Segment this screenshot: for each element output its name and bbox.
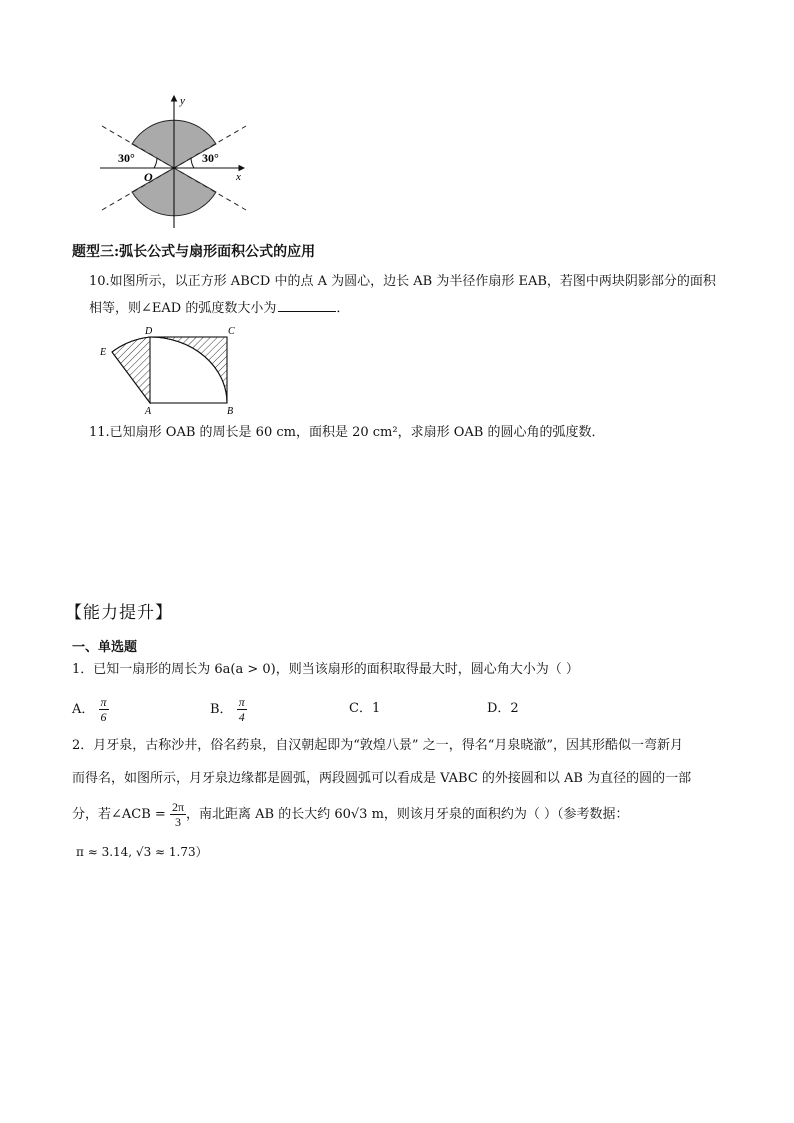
section3-title: 题型三:弧长公式与扇形面积公式的应用 [72,244,316,260]
label-E: E [100,347,107,358]
angle-left-label: 30° [118,151,135,165]
q10-line2-text: 相等，则∠EAD 的弧度数大小为 [89,301,277,316]
option-b-fraction: $\frac{\pi}{4}$ [238,695,245,724]
y-axis-label: y [180,95,185,107]
label-D: D [145,326,153,337]
mc2-line1: 2．月牙泉，古称沙井，俗名药泉，自汉朝起即为“敦煌八景” 之一，得名“月泉晓澈”，因其形酷似一弯新月 [72,738,683,753]
q11-text: 11.已知扇形 OAB 的周长是 60 cm，面积是 20 cm²，求扇形 OAB 的圆心角的弧度数． [89,425,605,440]
label-B: B [227,406,234,416]
sector-axes-figure [98,92,250,230]
mc2-line2: 而得名，如图所示，月牙泉边缘都是圆弧，两段圆弧可以看成是 VABC 的外接圆和以 AB 为直径的圆的一部 [72,771,692,786]
left-hatched-region [112,337,150,403]
angle-right-label: 30° [202,151,219,165]
mc1-option-c: C．1 [349,701,381,716]
origin-label: O [144,170,153,184]
right-hatched-region [150,337,227,403]
mc1-stem: 1．已知一扇形的周长为 6a(a > 0)，则当该扇形的面积取得最大时，圆心角大小为（ ） [72,662,579,677]
answer-blank[interactable] [278,299,336,312]
mc2-line3: 分，若∠ACB = $\frac{2\pi}{3}$ ，南北距离 AB 的长大约 60√3 m，则该月牙泉的面积约为（ ）（参考数据： [72,800,629,829]
mc1-option-a: A． $\frac{\pi}{6}$ [72,695,107,724]
ability-section-title: 【能力提升】 [65,603,173,623]
mc1-option-d: D．2 [487,701,519,716]
mc1-option-b: B． $\frac{\pi}{4}$ [210,695,245,724]
mc2-line4: π ≈ 3.14, √3 ≈ 1.73） [76,845,208,859]
label-C: C [228,326,235,337]
q10-line1: 10.如图所示，以正方形 ABCD 中的点 A 为圆心，边长 AB 为半径作扇形 EAB，若图中两块阴影部分的面积 [89,274,716,289]
q10-line2: 相等，则∠EAD 的弧度数大小为 ． [89,301,350,316]
x-axis-label: x [236,171,241,183]
single-choice-heading: 一、单选题 [72,640,138,655]
square-sector-figure [96,324,246,416]
angle-fraction: $\frac{2\pi}{3}$ [171,800,185,829]
option-a-fraction: $\frac{\pi}{6}$ [100,695,107,724]
label-A: A [145,406,152,416]
